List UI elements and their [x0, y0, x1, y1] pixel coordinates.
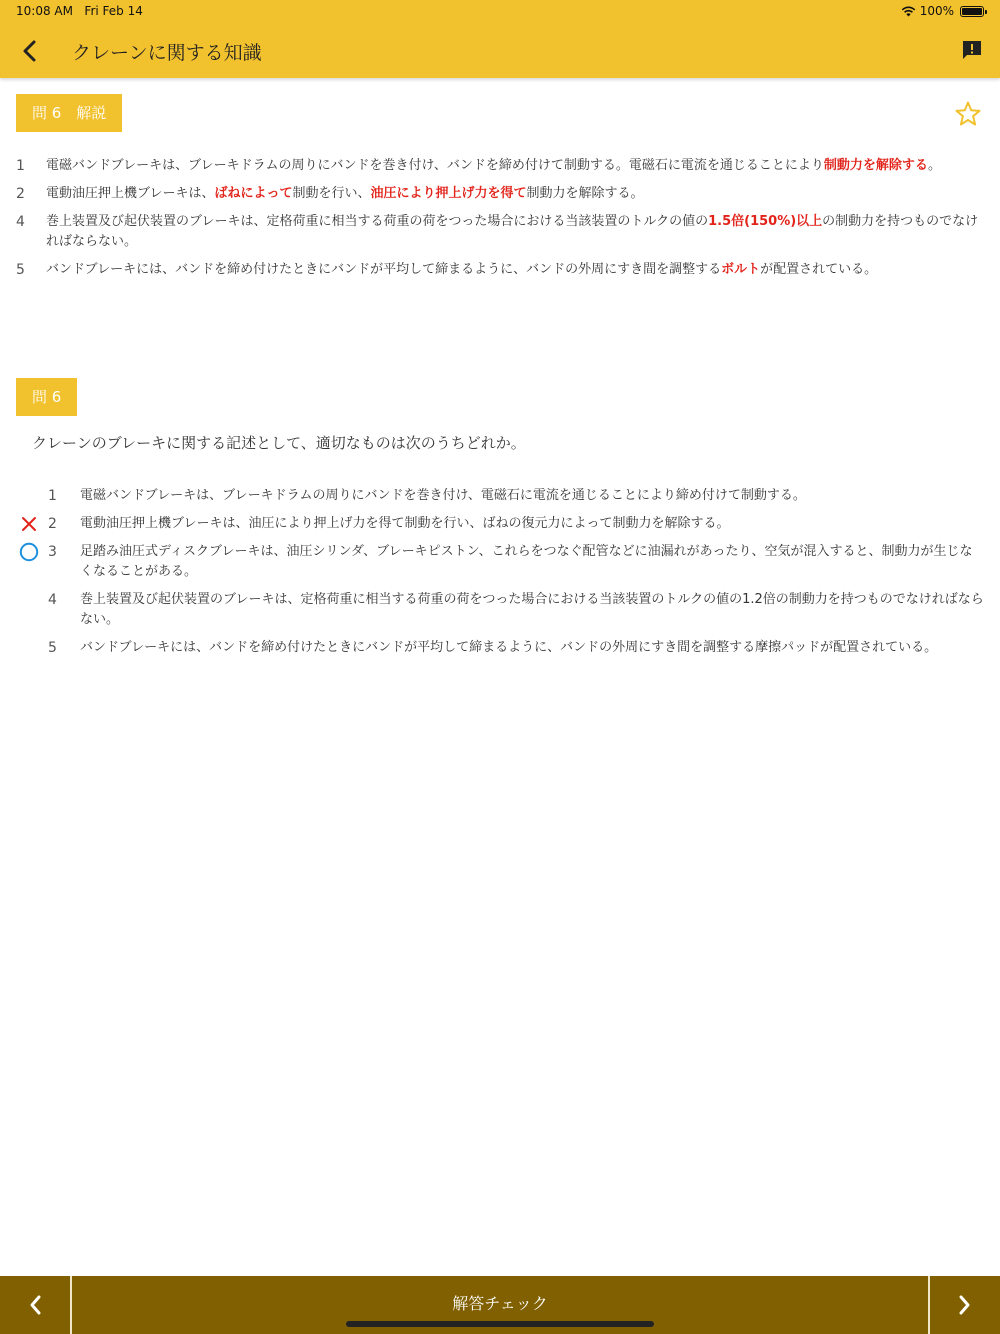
explanation-text: 電動油圧押上機ブレーキは、ばねによって制動を行い、油圧により押上げ力を得て制動力を解除する。 — [46, 186, 644, 201]
choice-number: 5 — [48, 640, 57, 656]
choice-item[interactable] — [16, 638, 984, 658]
choice-text: 巻上装置及び起伏装置のブレーキは、定格荷重に相当する荷重の荷をつった場合における当該装置のトルクの値の1.2倍の制動力を持つものでなければならない。 — [80, 592, 984, 627]
explanation-item — [16, 260, 984, 280]
battery-percent: 100% — [919, 4, 954, 18]
page-title: クレーンに関する知識 — [72, 42, 262, 64]
choice-text: 電磁バンドブレーキは、ブレーキドラムの周りにバンドを巻き付け、電磁石に電流を通じることにより締め付けて制動する。 — [80, 488, 806, 503]
choice-item[interactable] — [16, 514, 984, 534]
explanation-number: 2 — [16, 186, 25, 202]
next-question-button[interactable] — [928, 1276, 1000, 1334]
explanation-item — [16, 184, 984, 204]
choice-item[interactable] — [16, 590, 984, 630]
status-date: Fri Feb 14 — [84, 4, 143, 18]
question-label: 問 6 — [16, 378, 77, 416]
back-button[interactable] — [14, 36, 44, 66]
choice-list — [16, 486, 984, 666]
choice-number: 1 — [48, 488, 57, 504]
star-icon — [954, 100, 982, 128]
explanation-label: 問 6 解説 — [16, 94, 122, 132]
choice-text: 足踏み油圧式ディスクブレーキは、油圧シリンダ、ブレーキピストン、これらをつなぐ配管などに油漏れがあったり、空気が混入すると、制動力が生じなくなることがある。 — [80, 544, 973, 579]
explanation-item — [16, 156, 984, 176]
explanation-number: 4 — [16, 214, 25, 230]
highlight-text: 制動力を解除する — [823, 158, 928, 173]
status-indicators — [901, 4, 984, 18]
chevron-left-icon — [22, 40, 36, 62]
choice-text: バンドブレーキには、バンドを締め付けたときにバンドが平均して締まるように、バンドの外周にすき間を調整する摩擦パッドが配置されている。 — [80, 640, 938, 655]
explanation-number: 1 — [16, 158, 25, 174]
wifi-icon — [901, 6, 916, 17]
report-button[interactable] — [960, 38, 984, 62]
highlight-text: 1.5倍(150%)以上 — [708, 214, 823, 229]
choice-number: 2 — [48, 516, 57, 532]
highlight-text: ばねによって — [214, 186, 293, 201]
status-time: 10:08 AM Fri Feb 14 — [16, 4, 143, 18]
explanation-text: 巻上装置及び起伏装置のブレーキは、定格荷重に相当する荷重の荷をつった場合における当該装置のトルクの値の1.5倍(150%)以上の制動力を持つものでなければならない。 — [46, 214, 979, 249]
explanation-list — [16, 156, 984, 288]
choice-mark — [16, 638, 42, 658]
circle-icon — [19, 542, 39, 562]
explanation-item — [16, 212, 984, 252]
choice-mark — [16, 542, 42, 562]
navigation-bar — [0, 0, 1000, 78]
question-text: クレーンのブレーキに関する記述として、適切なものは次のうちどれか。 — [32, 434, 526, 452]
feedback-icon — [960, 38, 984, 62]
explanation-text: 電磁バンドブレーキは、ブレーキドラムの周りにバンドを巻き付け、バンドを締め付けて制動する。電磁石に電流を通じることにより制動力を解除する。 — [46, 158, 941, 173]
home-indicator — [346, 1321, 654, 1327]
battery-icon — [960, 6, 984, 17]
explanation-text: バンドブレーキには、バンドを締め付けたときにバンドが平均して締まるように、バンドの外周にすき間を調整するボルトが配置されている。 — [46, 262, 878, 277]
cross-icon — [21, 516, 37, 532]
choice-mark — [16, 590, 42, 610]
choice-number: 3 — [48, 544, 57, 560]
highlight-text: ボルト — [721, 262, 761, 277]
explanation-number: 5 — [16, 262, 25, 278]
chevron-left-icon — [28, 1294, 42, 1316]
answer-check-button[interactable]: 解答チェック — [452, 1294, 548, 1313]
choice-mark — [16, 514, 42, 534]
choice-number: 4 — [48, 592, 57, 608]
choice-mark — [16, 486, 42, 506]
choice-item[interactable] — [16, 542, 984, 582]
highlight-text: 油圧により押上げ力を得て — [370, 186, 527, 201]
choice-text: 電動油圧押上機ブレーキは、油圧により押上げ力を得て制動を行い、ばねの復元力によって制動力を解除する。 — [80, 516, 730, 531]
previous-question-button[interactable] — [0, 1276, 72, 1334]
choice-item[interactable] — [16, 486, 984, 506]
chevron-right-icon — [958, 1294, 972, 1316]
favorite-button[interactable] — [954, 100, 982, 128]
